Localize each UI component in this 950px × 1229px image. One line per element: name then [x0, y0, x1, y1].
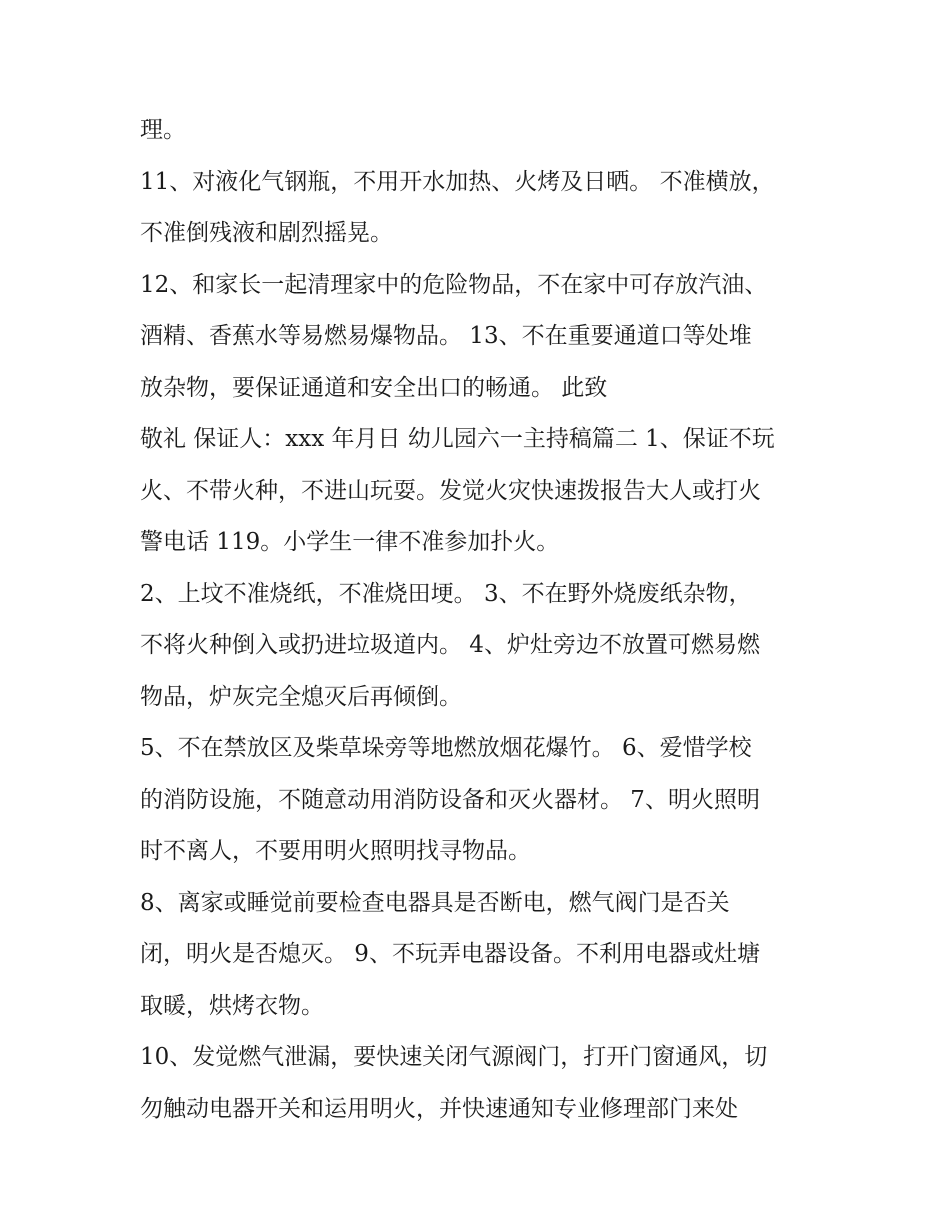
text-line: 的消防设施，不随意动用消防设备和灭火器材。 7、明火照明 [140, 786, 760, 813]
document-body [140, 105, 830, 1135]
text-line: 火、不带火种，不进山玩耍。发觉火灾快速拨报告大人或打火 [140, 477, 761, 504]
text-line: 警电话 119。小学生一律不准参加扑火。 [140, 529, 560, 555]
text-line: 取暖，烘烤衣物。 [140, 992, 324, 1019]
text-line: 敬礼 保证人：xxx 年月日 幼儿园六一主持稿篇二 1、保证不玩 [140, 426, 775, 452]
text-line: 2、上坟不准烧纸，不准烧田埂。 3、不在野外烧废纸杂物， [140, 580, 752, 607]
text-line: 12、和家长一起清理家中的危险物品，不在家中可存放汽油、 [140, 271, 768, 298]
text-line: 理。 [140, 117, 186, 143]
text-line: 11、对液化气钢瓶，不用开水加热、火烤及日晒。 不准横放， [140, 168, 775, 195]
text-line: 8、离家或睡觉前要检查电器具是否断电，燃气阀门是否关 [140, 889, 730, 916]
text-line: 物品，炉灰完全熄灭后再倾倒。 [140, 683, 462, 710]
text-line: 放杂物，要保证通道和安全出口的畅通。 此致 [140, 374, 608, 401]
text-line: 酒精、香蕉水等易燃易爆物品。 13、不在重要通道口等处堆 [140, 323, 752, 349]
text-line: 10、发觉燃气泄漏，要快速关闭气源阀门，打开门窗通风，切 [140, 1044, 768, 1070]
text-line: 不将火种倒入或扔进垃圾道内。 4、炉灶旁边不放置可燃易燃 [140, 632, 760, 658]
text-line: 不准倒残液和剧烈摇晃。 [140, 220, 393, 246]
text-line: 勿触动电器开关和运用明火，并快速通知专业修理部门来处 [140, 1095, 738, 1122]
text-line: 5、不在禁放区及柴草垛旁等地燃放烟花爆竹。 6、爱惜学校 [140, 735, 752, 761]
text-line: 闭，明火是否熄灭。 9、不玩弄电器设备。不利用电器或灶塘 [140, 941, 760, 967]
text-line: 时不离人，不要用明火照明找寻物品。 [140, 838, 531, 864]
